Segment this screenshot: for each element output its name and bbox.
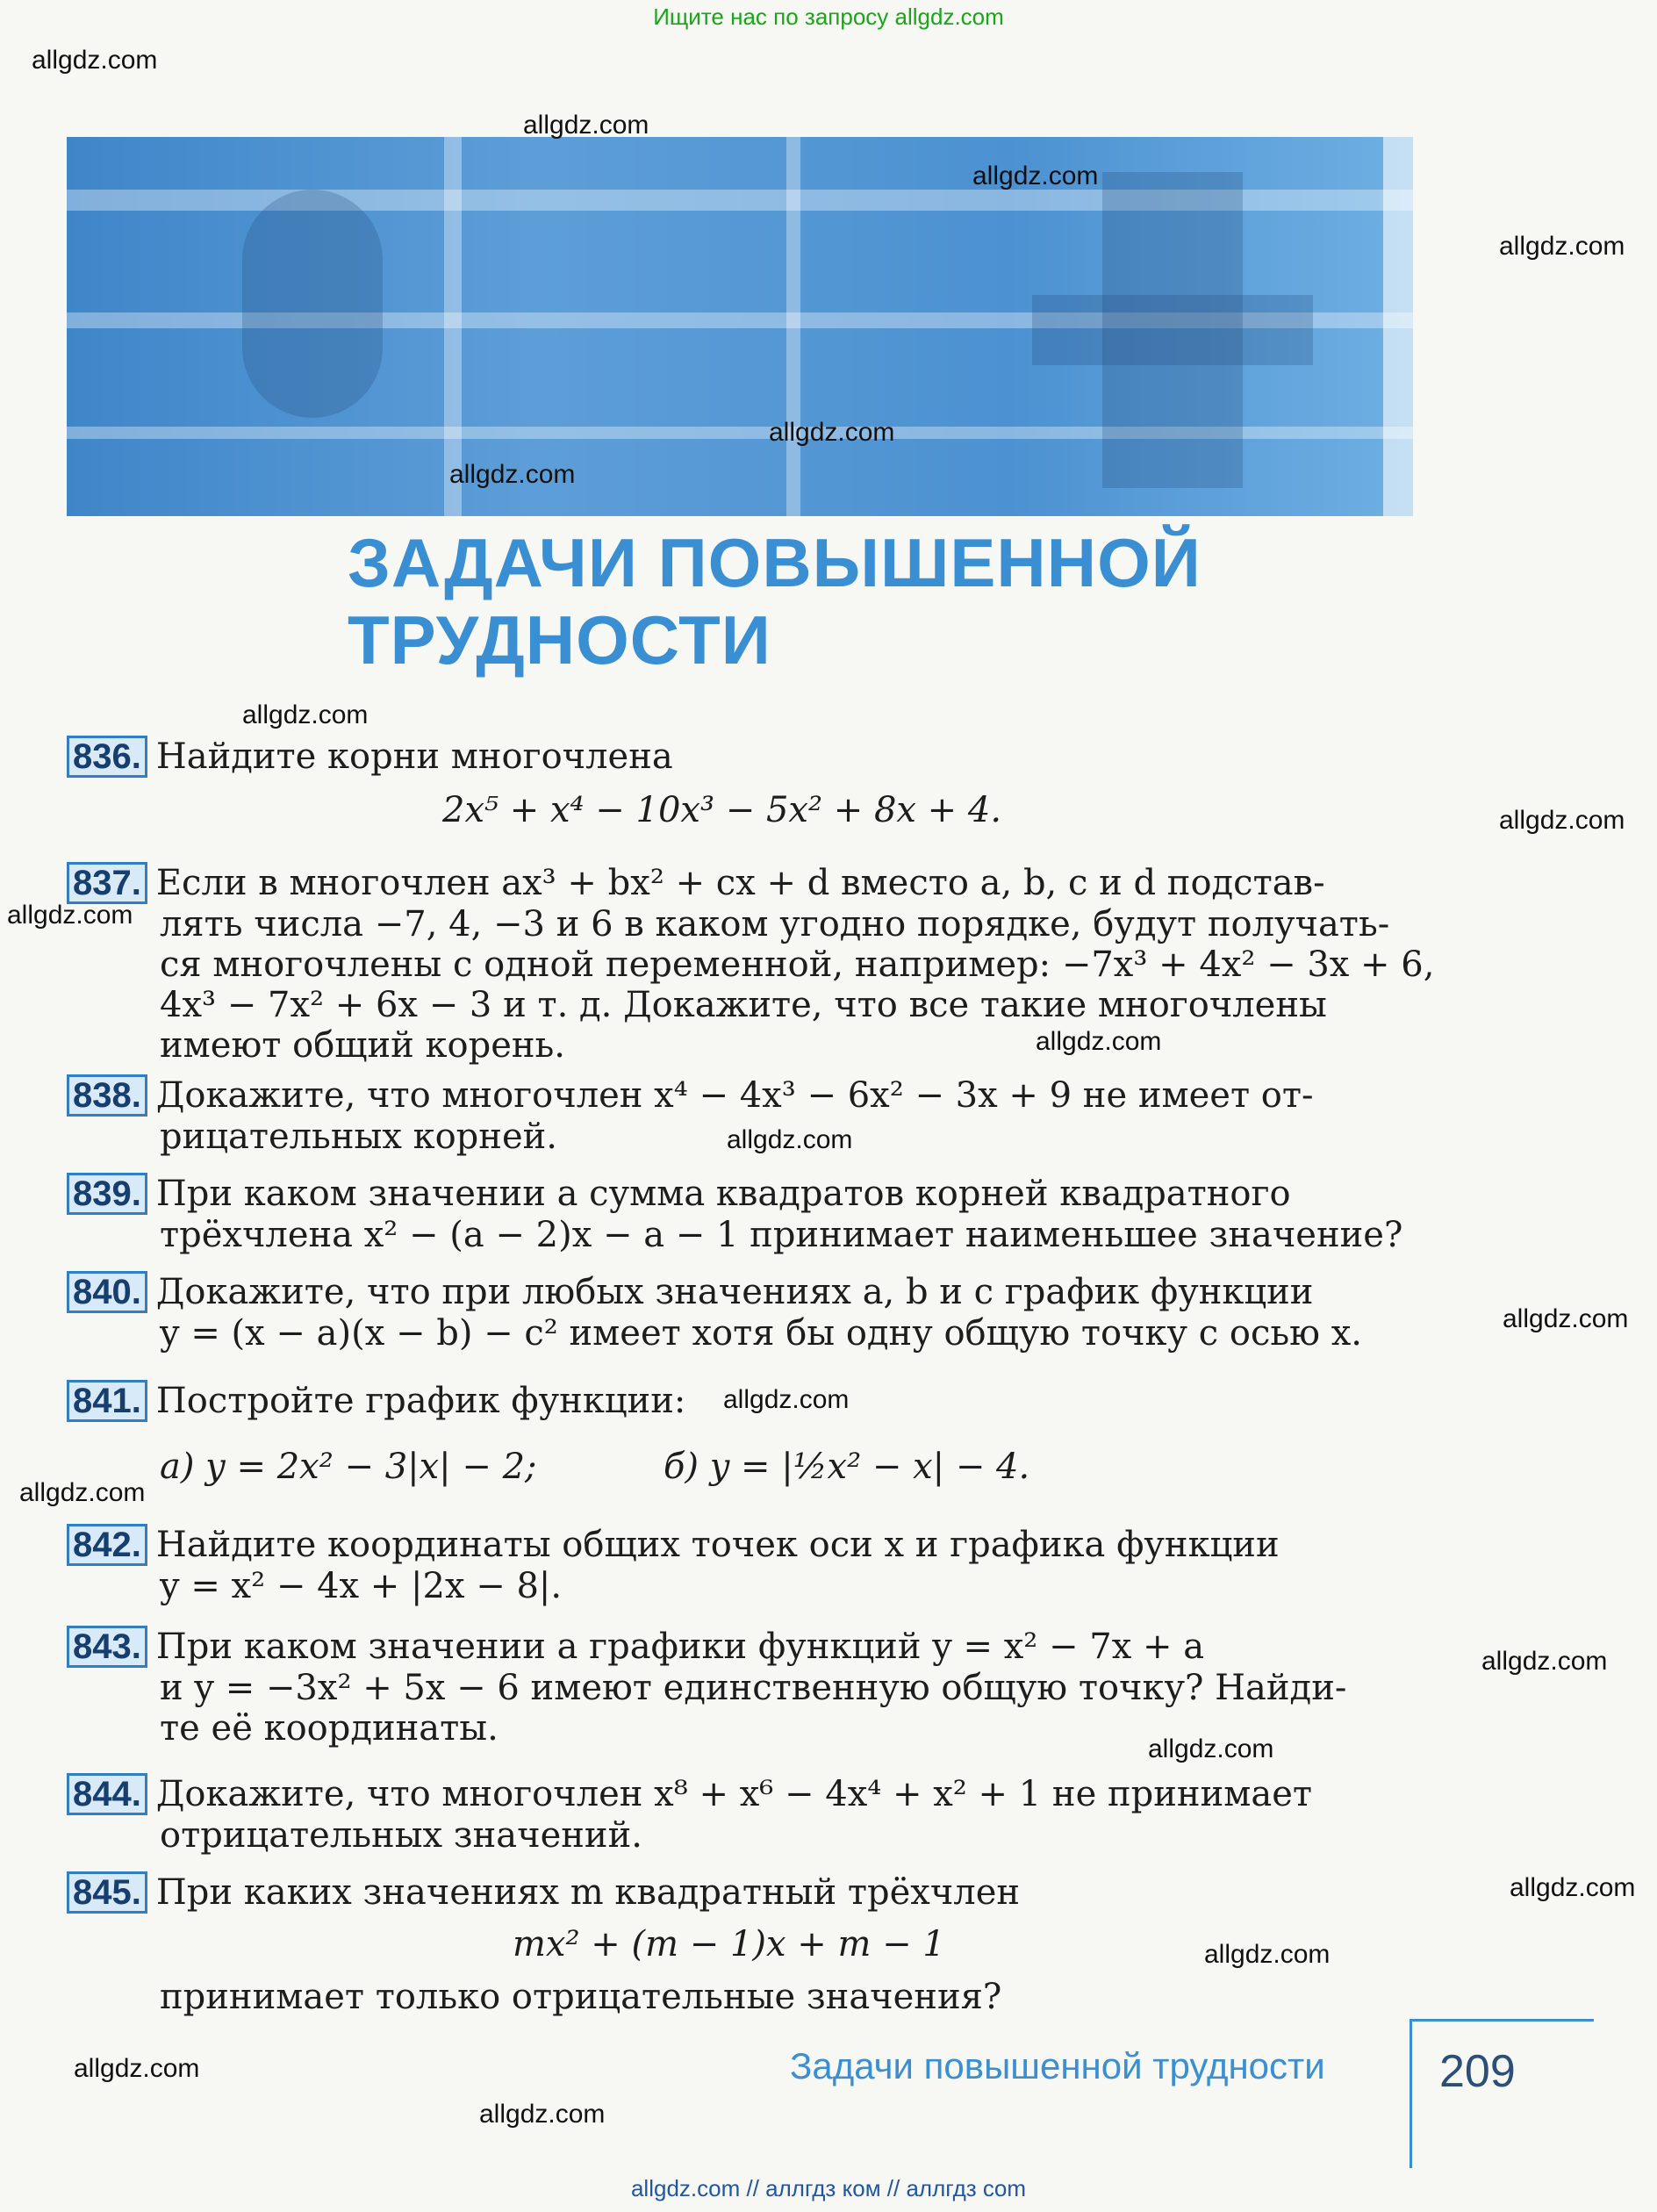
problem-text: отрицательных значений. [160,1815,642,1856]
formula-836: 2x⁵ + x⁴ − 10x³ − 5x² + 8x + 4. [442,790,1002,830]
problem-text: Если в многочлен ax³ + bx² + cx + d вместо a, b, c и d подстав- [155,863,1325,903]
problem-text: y = x² − 4x + |2x − 8|. [160,1566,563,1606]
problem-number: 842. [67,1524,147,1566]
problem-839 [67,1173,1410,1255]
problem-text: Докажите, что многочлен x⁸ + x⁶ − 4x⁴ + x² + 1 не принимает [155,1774,1312,1814]
watermark: allgdz.com [1204,1940,1331,1969]
problem-number: 845. [67,1871,147,1914]
problem-text: рицательных корней. [160,1117,557,1157]
problem-number: 837. [67,862,147,904]
problem-text: 4x³ − 7x² + 6x − 3 и т. д. Докажите, что все такие многочлены [160,985,1327,1025]
problem-text: и y = −3x² + 5x − 6 имеют единственную общую точку? Найди- [160,1668,1347,1708]
problem-text: Докажите, что при любых значениях a, b и c график функции [155,1272,1314,1312]
formula-845: mx² + (m − 1)x + m − 1 [513,1924,945,1964]
problem-836 [67,736,1410,778]
problem-text: Найдите корни многочлена [155,736,673,777]
problem-number: 844. [67,1773,147,1815]
section-title-line2: ТРУДНОСТИ [348,601,771,679]
watermark: allgdz.com [523,111,649,140]
problem-number: 838. [67,1074,147,1117]
page-number-frame-top [1410,2019,1594,2022]
bottom-banner[interactable]: allgdz.com // аллгдз ком // аллгдз com [630,2175,1027,2201]
problem-845-end [67,1977,1410,2017]
watermark: allgdz.com [7,901,133,930]
problem-number: 836. [67,736,147,778]
watermark: allgdz.com [479,2100,606,2129]
watermark: allgdz.com [242,700,369,729]
problem-text: ся многочлены с одной переменной, например: −7x³ + 4x² − 3x + 6, [160,944,1435,985]
watermark: allgdz.com [723,1385,850,1414]
sub-b: б) y = |½x² − x| − 4. [664,1447,1030,1487]
header-illustration [67,137,1413,516]
page-number-frame [1410,2019,1412,2168]
problem-text: Докажите, что многочлен x⁴ − 4x³ − 6x² − 3x + 9 не имеет от- [155,1075,1314,1116]
problem-text: Постройте график функции: [155,1381,686,1421]
watermark: allgdz.com [1503,1304,1629,1333]
problem-number: 843. [67,1626,147,1668]
problem-text: При каких значениях m квадратный трёхчлен [155,1872,1021,1913]
watermark: allgdz.com [32,46,158,75]
footer-section-title: Задачи повышенной трудности [790,2045,1325,2086]
problem-text: те её координаты. [160,1708,499,1749]
page-number: 209 [1439,2046,1516,2097]
problem-text: y = (x − a)(x − b) − c² имеет хотя бы одну общую точку с осью x. [160,1313,1362,1354]
problem-text: При каком значении a графики функций y = x² − 7x + a [155,1627,1205,1667]
problem-text: лять числа −7, 4, −3 и 6 в каком угодно порядке, будут получать- [160,904,1390,944]
sub-a: а) y = 2x² − 3|x| − 2; [160,1447,537,1487]
watermark: allgdz.com [74,2054,200,2083]
problem-number: 841. [67,1380,147,1422]
watermark: allgdz.com [449,460,576,489]
problem-845 [67,1871,1410,1914]
problem-837 [67,862,1435,1066]
watermark: allgdz.com [1481,1647,1608,1676]
problem-text: трёхчлена x² − (a − 2)x − a − 1 принимает наименьшее значение? [160,1215,1403,1255]
problem-text: При каком значении a сумма квадратов корней квадратного [155,1174,1291,1214]
watermark: allgdz.com [1499,806,1625,835]
watermark: allgdz.com [1510,1873,1636,1902]
problem-text: имеют общий корень. [160,1025,566,1066]
problem-number: 839. [67,1173,147,1215]
watermark: allgdz.com [972,162,1099,190]
problem-text: Найдите координаты общих точек оси x и графика функции [155,1525,1280,1565]
watermark: allgdz.com [769,418,895,447]
watermark: allgdz.com [1036,1027,1162,1056]
problem-text: принимает только отрицательные значения? [160,1977,1002,2017]
watermark: allgdz.com [727,1125,853,1154]
problem-842 [67,1524,1410,1606]
watermark: allgdz.com [19,1478,146,1507]
top-banner[interactable]: Ищите нас по запросу allgdz.com [653,4,1004,30]
problem-844 [67,1773,1410,1856]
problem-843 [67,1626,1410,1749]
problem-840 [67,1271,1410,1354]
watermark: allgdz.com [1148,1734,1274,1763]
section-title-line1: ЗАДАЧИ ПОВЫШЕННОЙ [348,524,1202,601]
problem-number: 840. [67,1271,147,1313]
watermark: allgdz.com [1499,232,1625,261]
